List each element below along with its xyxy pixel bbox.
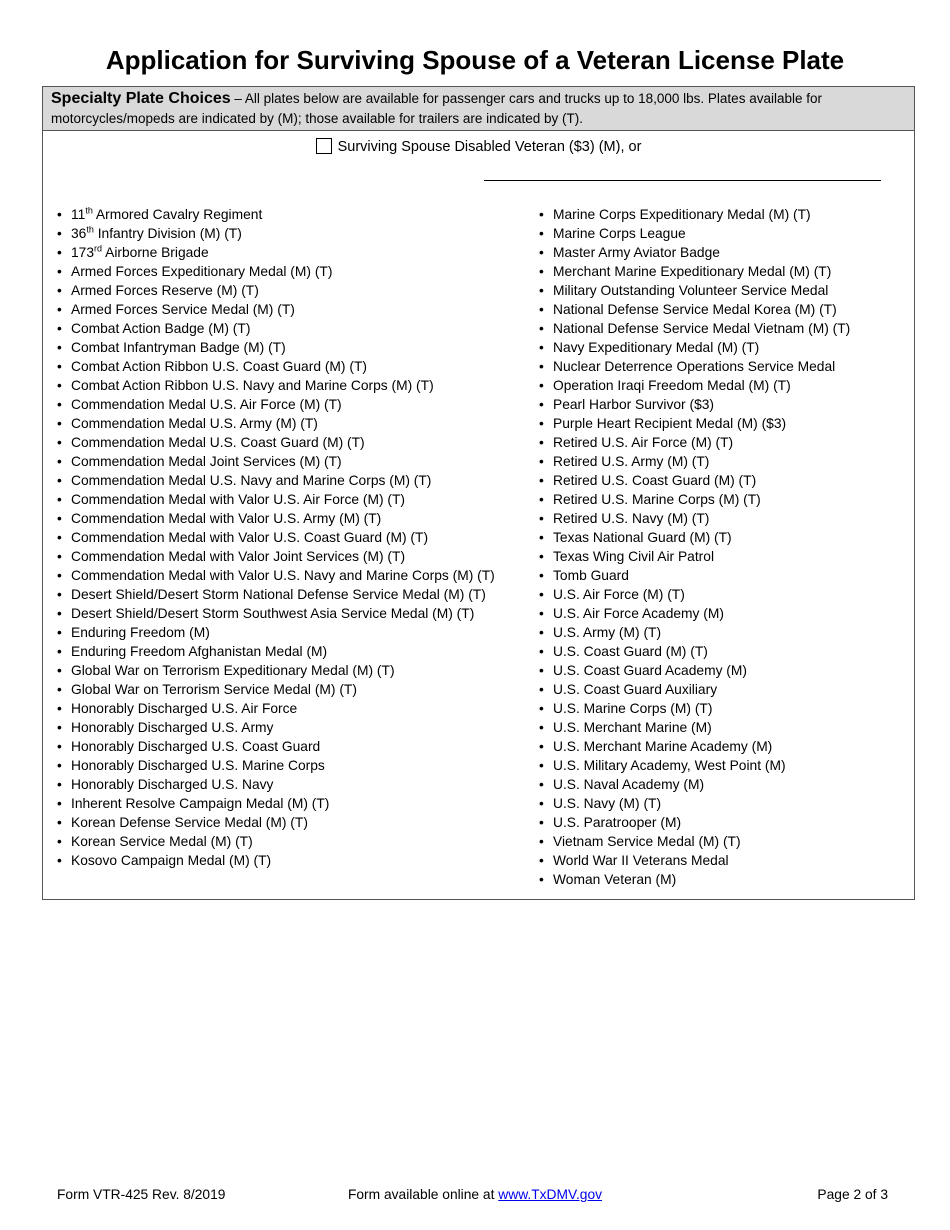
plate-name: Texas Wing Civil Air Patrol	[553, 549, 715, 564]
plate-name: U.S. Air Force (M) (T)	[553, 587, 685, 602]
bullet-icon: •	[539, 473, 544, 488]
bullet-icon: •	[57, 625, 62, 640]
plate-name: Korean Defense Service Medal (M) (T)	[71, 815, 308, 830]
plate-name: Armed Forces Service Medal (M) (T)	[71, 302, 295, 317]
plate-name: Desert Shield/Desert Storm Southwest Asia Service Medal (M) (T)	[71, 606, 475, 621]
plate-list-item	[537, 699, 907, 718]
plate-list-item	[55, 376, 525, 395]
bullet-icon: •	[539, 587, 544, 602]
bullet-icon: •	[57, 720, 62, 735]
bullet-icon: •	[57, 454, 62, 469]
online-availability	[0, 1186, 950, 1204]
plate-name: Desert Shield/Desert Storm National Defense Service Medal (M) (T)	[71, 587, 486, 602]
page-title: Application for Surviving Spouse of a Veteran License Plate	[105, 45, 845, 75]
plate-name: Honorably Discharged U.S. Air Force	[71, 701, 298, 716]
plate-name: Military Outstanding Volunteer Service Medal	[553, 283, 829, 298]
bullet-icon: •	[57, 834, 62, 849]
plate-name: Master Army Aviator Badge	[553, 245, 720, 260]
plate-list-item	[55, 357, 525, 376]
plate-name: U.S. Military Academy, West Point (M)	[553, 758, 786, 773]
bullet-icon: •	[539, 397, 544, 412]
bullet-icon: •	[57, 530, 62, 545]
plate-name: U.S. Coast Guard (M) (T)	[553, 644, 708, 659]
plate-name: Woman Veteran (M)	[553, 872, 677, 887]
plate-list-item	[55, 604, 525, 623]
plate-list-item	[537, 338, 907, 357]
bullet-icon: •	[57, 226, 62, 241]
plate-name: U.S. Marine Corps (M) (T)	[553, 701, 713, 716]
plate-list-item	[537, 870, 907, 889]
bullet-icon: •	[57, 397, 62, 412]
plate-list-item	[55, 319, 525, 338]
bullet-icon: •	[57, 568, 62, 583]
plate-list-item	[537, 414, 907, 433]
bullet-icon: •	[539, 815, 544, 830]
plate-name: Commendation Medal U.S. Air Force (M) (T)	[71, 397, 342, 412]
plate-list-item	[537, 490, 907, 509]
bullet-icon: •	[539, 454, 544, 469]
bullet-icon: •	[57, 796, 62, 811]
bullet-icon: •	[57, 701, 62, 716]
plate-list-item	[55, 338, 525, 357]
plate-name: Commendation Medal with Valor U.S. Air Force (M) (T)	[71, 492, 406, 507]
plate-list-item	[55, 395, 525, 414]
bullet-icon: •	[57, 264, 62, 279]
plate-list-item	[55, 566, 525, 585]
plate-name: U.S. Coast Guard Academy (M)	[553, 663, 747, 678]
plate-list-item	[55, 642, 525, 661]
plate-list-item	[537, 471, 907, 490]
bullet-icon: •	[539, 283, 544, 298]
left-plate-list	[55, 205, 525, 870]
bullet-icon: •	[57, 359, 62, 374]
plate-list-item	[537, 319, 907, 338]
plate-list-item	[537, 851, 907, 870]
plate-list-item	[537, 509, 907, 528]
bullet-icon: •	[539, 530, 544, 545]
plate-list-item	[55, 262, 525, 281]
bullet-icon: •	[539, 872, 544, 887]
plate-list-item	[537, 452, 907, 471]
plate-list-item	[537, 205, 907, 224]
plate-list-item	[537, 832, 907, 851]
bullet-icon: •	[57, 473, 62, 488]
plate-list-item	[55, 794, 525, 813]
bullet-icon: •	[57, 663, 62, 678]
plate-list-item	[55, 528, 525, 547]
plate-list-item	[537, 813, 907, 832]
plate-list-item	[55, 547, 525, 566]
plate-name: U.S. Naval Academy (M)	[553, 777, 705, 792]
plate-list-item	[55, 490, 525, 509]
bullet-icon: •	[539, 663, 544, 678]
plate-list-item	[537, 775, 907, 794]
ordinal-suffix: th	[86, 224, 94, 235]
plate-list-item	[55, 756, 525, 775]
plate-list-item	[537, 224, 907, 243]
plate-name: Honorably Discharged U.S. Navy	[71, 777, 274, 792]
page-number: Page 2 of 3	[817, 1187, 888, 1202]
bullet-icon: •	[539, 549, 544, 564]
plate-name: Kosovo Campaign Medal (M) (T)	[71, 853, 272, 868]
plate-list-item	[537, 547, 907, 566]
plate-list-item	[537, 243, 907, 262]
bullet-icon: •	[57, 378, 62, 393]
plate-name: Honorably Discharged U.S. Marine Corps	[71, 758, 325, 773]
plate-list-item	[537, 281, 907, 300]
plate-list-item	[537, 661, 907, 680]
plate-list-item	[55, 699, 525, 718]
bullet-icon: •	[539, 245, 544, 260]
plate-list-item	[55, 281, 525, 300]
plate-name: U.S. Merchant Marine Academy (M)	[553, 739, 773, 754]
bullet-icon: •	[57, 549, 62, 564]
plate-name: Marine Corps Expeditionary Medal (M) (T)	[553, 207, 811, 222]
plate-list-item	[55, 243, 525, 262]
plate-name: National Defense Service Medal Vietnam (M) (T)	[553, 321, 851, 336]
plate-name: Vietnam Service Medal (M) (T)	[553, 834, 741, 849]
plate-list-item	[537, 794, 907, 813]
plate-name: 36	[71, 226, 87, 241]
disabled-veteran-checkbox[interactable]	[316, 138, 332, 154]
bullet-icon: •	[57, 492, 62, 507]
section-header	[43, 87, 914, 131]
section-heading: Specialty Plate Choices	[51, 90, 231, 107]
plate-name-rest: Armored Cavalry Regiment	[92, 207, 263, 222]
bullet-icon: •	[539, 644, 544, 659]
plate-name: Combat Infantryman Badge (M) (T)	[71, 340, 286, 355]
plate-list-item	[55, 661, 525, 680]
plate-list-item	[537, 376, 907, 395]
bullet-icon: •	[57, 340, 62, 355]
online-prefix: Form available online at	[347, 1187, 499, 1202]
plate-name: Retired U.S. Navy (M) (T)	[553, 511, 710, 526]
plate-list-item	[55, 813, 525, 832]
bullet-icon: •	[539, 378, 544, 393]
plate-name: U.S. Navy (M) (T)	[553, 796, 662, 811]
plate-name: Marine Corps League	[553, 226, 686, 241]
plate-name: U.S. Merchant Marine (M)	[553, 720, 712, 735]
plate-name: Navy Expeditionary Medal (M) (T)	[553, 340, 760, 355]
plate-list-item	[537, 585, 907, 604]
plate-list-item	[55, 300, 525, 319]
bullet-icon: •	[539, 568, 544, 583]
bullet-icon: •	[57, 758, 62, 773]
bullet-icon: •	[539, 492, 544, 507]
plate-name: U.S. Army (M) (T)	[553, 625, 662, 640]
plate-list-item	[55, 851, 525, 870]
plate-name: Operation Iraqi Freedom Medal (M) (T)	[553, 378, 791, 393]
plate-list-item	[55, 775, 525, 794]
bullet-icon: •	[57, 815, 62, 830]
plate-name: U.S. Paratrooper (M)	[553, 815, 682, 830]
bullet-icon: •	[57, 511, 62, 526]
specialty-plate-choices-section	[42, 86, 915, 900]
plate-name: Nuclear Deterrence Operations Service Medal	[553, 359, 836, 374]
plate-list-item	[55, 718, 525, 737]
plate-name: Commendation Medal with Valor U.S. Army (M) (T)	[71, 511, 382, 526]
plate-list-item	[537, 604, 907, 623]
plate-name: U.S. Air Force Academy (M)	[553, 606, 724, 621]
plate-name: Enduring Freedom (M)	[71, 625, 210, 640]
bullet-icon: •	[57, 283, 62, 298]
plate-name: Honorably Discharged U.S. Army	[71, 720, 274, 735]
plate-list-item	[55, 623, 525, 642]
bullet-icon: •	[539, 435, 544, 450]
plate-name: Global War on Terrorism Expeditionary Medal (M) (T)	[71, 663, 395, 678]
bullet-icon: •	[539, 226, 544, 241]
bullet-icon: •	[539, 340, 544, 355]
plate-name: Commendation Medal with Valor Joint Services (M) (T)	[71, 549, 406, 564]
plate-name: World War II Veterans Medal	[553, 853, 729, 868]
plate-name: Combat Action Ribbon U.S. Coast Guard (M) (T)	[71, 359, 367, 374]
bullet-icon: •	[57, 435, 62, 450]
txdmv-link[interactable]: www.TxDMV.gov	[498, 1187, 603, 1202]
plate-name: Commendation Medal with Valor U.S. Coast Guard (M) (T)	[71, 530, 429, 545]
plate-list-item	[55, 680, 525, 699]
plate-list-item	[537, 357, 907, 376]
bullet-icon: •	[57, 207, 62, 222]
plate-name: Commendation Medal Joint Services (M) (T)	[71, 454, 342, 469]
plate-list-item	[537, 756, 907, 775]
plate-list-item	[537, 300, 907, 319]
disabled-veteran-label: Surviving Spouse Disabled Veteran ($3) (M), or	[337, 139, 642, 155]
plate-name-rest: Infantry Division (M) (T)	[93, 226, 242, 241]
form-id: Form VTR-425 Rev. 8/2019	[57, 1187, 226, 1202]
bullet-icon: •	[539, 682, 544, 697]
bullet-icon: •	[539, 777, 544, 792]
plate-list-item	[55, 737, 525, 756]
plate-name: U.S. Coast Guard Auxiliary	[553, 682, 718, 697]
plate-name: Tomb Guard	[553, 568, 629, 583]
plate-name: Retired U.S. Army (M) (T)	[553, 454, 710, 469]
plate-name: Korean Service Medal (M) (T)	[71, 834, 253, 849]
plate-list-item	[55, 585, 525, 604]
plate-name: Purple Heart Recipient Medal (M) ($3)	[553, 416, 787, 431]
plate-list-item	[537, 395, 907, 414]
bullet-icon: •	[57, 321, 62, 336]
plate-name: 173	[71, 245, 95, 260]
bullet-icon: •	[57, 853, 62, 868]
plate-name: Retired U.S. Air Force (M) (T)	[553, 435, 734, 450]
bullet-icon: •	[539, 264, 544, 279]
bullet-icon: •	[539, 359, 544, 374]
ordinal-suffix: rd	[94, 243, 103, 254]
plate-list-item	[537, 566, 907, 585]
bullet-icon: •	[539, 625, 544, 640]
plate-list-item	[537, 680, 907, 699]
bullet-icon: •	[539, 796, 544, 811]
bullet-icon: •	[57, 739, 62, 754]
plate-list-item	[537, 642, 907, 661]
plate-list-item	[537, 718, 907, 737]
right-plate-list	[537, 205, 907, 889]
plate-name: National Defense Service Medal Korea (M) (T)	[553, 302, 837, 317]
bullet-icon: •	[539, 853, 544, 868]
plate-name: Combat Action Ribbon U.S. Navy and Marine Corps (M) (T)	[71, 378, 434, 393]
plate-name: Combat Action Badge (M) (T)	[71, 321, 251, 336]
plate-name: Global War on Terrorism Service Medal (M) (T)	[71, 682, 357, 697]
bullet-icon: •	[539, 739, 544, 754]
plate-list-item	[537, 433, 907, 452]
plate-name: Retired U.S. Coast Guard (M) (T)	[553, 473, 757, 488]
bullet-icon: •	[57, 416, 62, 431]
plate-choice-write-in-line[interactable]	[484, 180, 881, 181]
bullet-icon: •	[539, 302, 544, 317]
bullet-icon: •	[539, 720, 544, 735]
plate-name: Commendation Medal U.S. Coast Guard (M) (T)	[71, 435, 365, 450]
plate-name-rest: Airborne Brigade	[102, 245, 209, 260]
plate-list-item	[55, 452, 525, 471]
plate-name: 11	[71, 207, 86, 222]
plate-name: Honorably Discharged U.S. Coast Guard	[71, 739, 321, 754]
disabled-veteran-option[interactable]	[43, 137, 914, 157]
bullet-icon: •	[57, 245, 62, 260]
plate-list-item	[537, 737, 907, 756]
plate-name: Inherent Resolve Campaign Medal (M) (T)	[71, 796, 330, 811]
plate-list-item	[537, 623, 907, 642]
plate-list-item	[55, 832, 525, 851]
plate-name: Enduring Freedom Afghanistan Medal (M)	[71, 644, 328, 659]
bullet-icon: •	[57, 587, 62, 602]
plate-name: Commendation Medal with Valor U.S. Navy and Marine Corps (M) (T)	[71, 568, 495, 583]
plate-name: Retired U.S. Marine Corps (M) (T)	[553, 492, 761, 507]
bullet-icon: •	[539, 511, 544, 526]
bullet-icon: •	[539, 701, 544, 716]
plate-name: Armed Forces Reserve (M) (T)	[71, 283, 259, 298]
plate-list-item	[537, 528, 907, 547]
plate-list-item	[55, 471, 525, 490]
plate-list-item	[55, 509, 525, 528]
plate-name: Commendation Medal U.S. Navy and Marine Corps (M) (T)	[71, 473, 432, 488]
plate-list-item	[55, 205, 525, 224]
plate-list-item	[55, 224, 525, 243]
bullet-icon: •	[57, 302, 62, 317]
bullet-icon: •	[57, 644, 62, 659]
bullet-icon: •	[539, 758, 544, 773]
bullet-icon: •	[57, 682, 62, 697]
plate-name: Armed Forces Expeditionary Medal (M) (T)	[71, 264, 333, 279]
bullet-icon: •	[57, 777, 62, 792]
bullet-icon: •	[539, 416, 544, 431]
plate-list-item	[55, 433, 525, 452]
plate-name: Pearl Harbor Survivor ($3)	[553, 397, 715, 412]
plate-list-item	[537, 262, 907, 281]
bullet-icon: •	[539, 606, 544, 621]
ordinal-suffix: th	[85, 205, 93, 216]
plate-name: Texas National Guard (M) (T)	[553, 530, 732, 545]
plate-name: Merchant Marine Expeditionary Medal (M) (T)	[553, 264, 832, 279]
section-description: – All plates below are available for passenger cars and trucks up to 18,000 lbs. Plates available for motorcycles/mopeds are indicated by (M); those available for trailers are indicated by (T).	[51, 91, 822, 126]
bullet-icon: •	[57, 606, 62, 621]
bullet-icon: •	[539, 834, 544, 849]
plate-name: Commendation Medal U.S. Army (M) (T)	[71, 416, 318, 431]
plate-list-item	[55, 414, 525, 433]
bullet-icon: •	[539, 321, 544, 336]
bullet-icon: •	[539, 207, 544, 222]
